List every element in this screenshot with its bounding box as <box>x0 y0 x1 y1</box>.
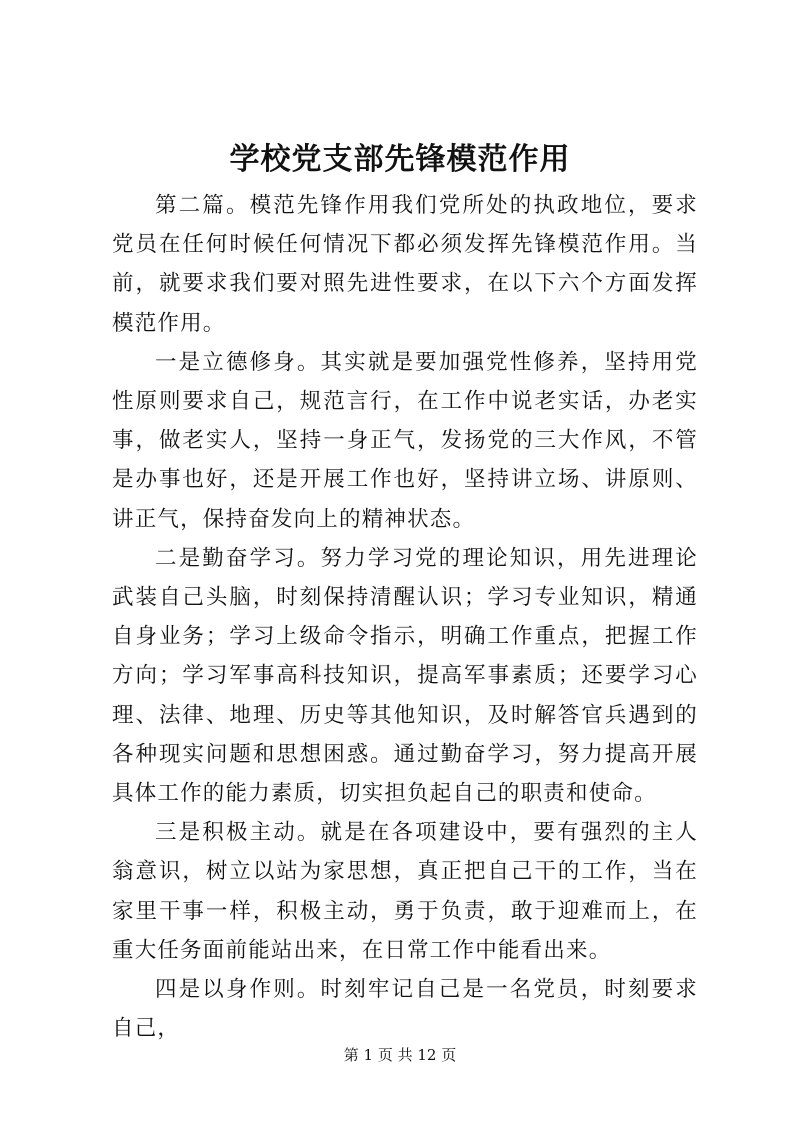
paragraph: 四是以身作则。时刻牢记自己是一名党员，时刻要求自己， <box>112 977 698 1042</box>
paragraph: 一是立德修身。其实就是要加强党性修养，坚持用党性原则要求自己，规范言行，在工作中说老实话，办老实事，做老实人，坚持一身正气，发扬党的三大作风，不管是办事也好，还是开展工作也好，坚持讲立场、讲原则、讲正气，保持奋发向上的精神状态。 <box>112 349 698 532</box>
document-title: 学校党支部先锋模范作用 <box>229 142 571 177</box>
paragraph: 二是勤奋学习。努力学习党的理论知识，用先进理论武装自己头脑，时刻保持清醒认识；学习专业知识，精通自身业务；学习上级命令指示，明确工作重点，把握工作方向；学习军事高科技知识，提高军事素质；还要学习心理、法律、地理、历史等其他知识，及时解答官兵遇到的各种现实问题和思想困惑。通过勤奋学习，努力提高开展具体工作的能力素质，切实担负起自己的职责和使命。 <box>112 545 698 807</box>
document-body <box>112 186 698 1048</box>
paragraph: 三是积极主动。就是在各项建设中，要有强烈的主人翁意识，树立以站为家思想，真正把自己干的工作，当在家里干事一样，积极主动，勇于负责，敢于迎难而上，在重大任务面前能站出来，在日常工作中能看出来。 <box>112 820 698 963</box>
page-footer: 第 1 页 共 12 页 <box>343 1046 457 1064</box>
paragraph: 第二篇。模范先锋作用我们党所处的执政地位，要求党员在任何时候任何情况下都必须发挥先锋模范作用。当前，就要求我们要对照先进性要求，在以下六个方面发挥模范作用。 <box>112 193 698 336</box>
